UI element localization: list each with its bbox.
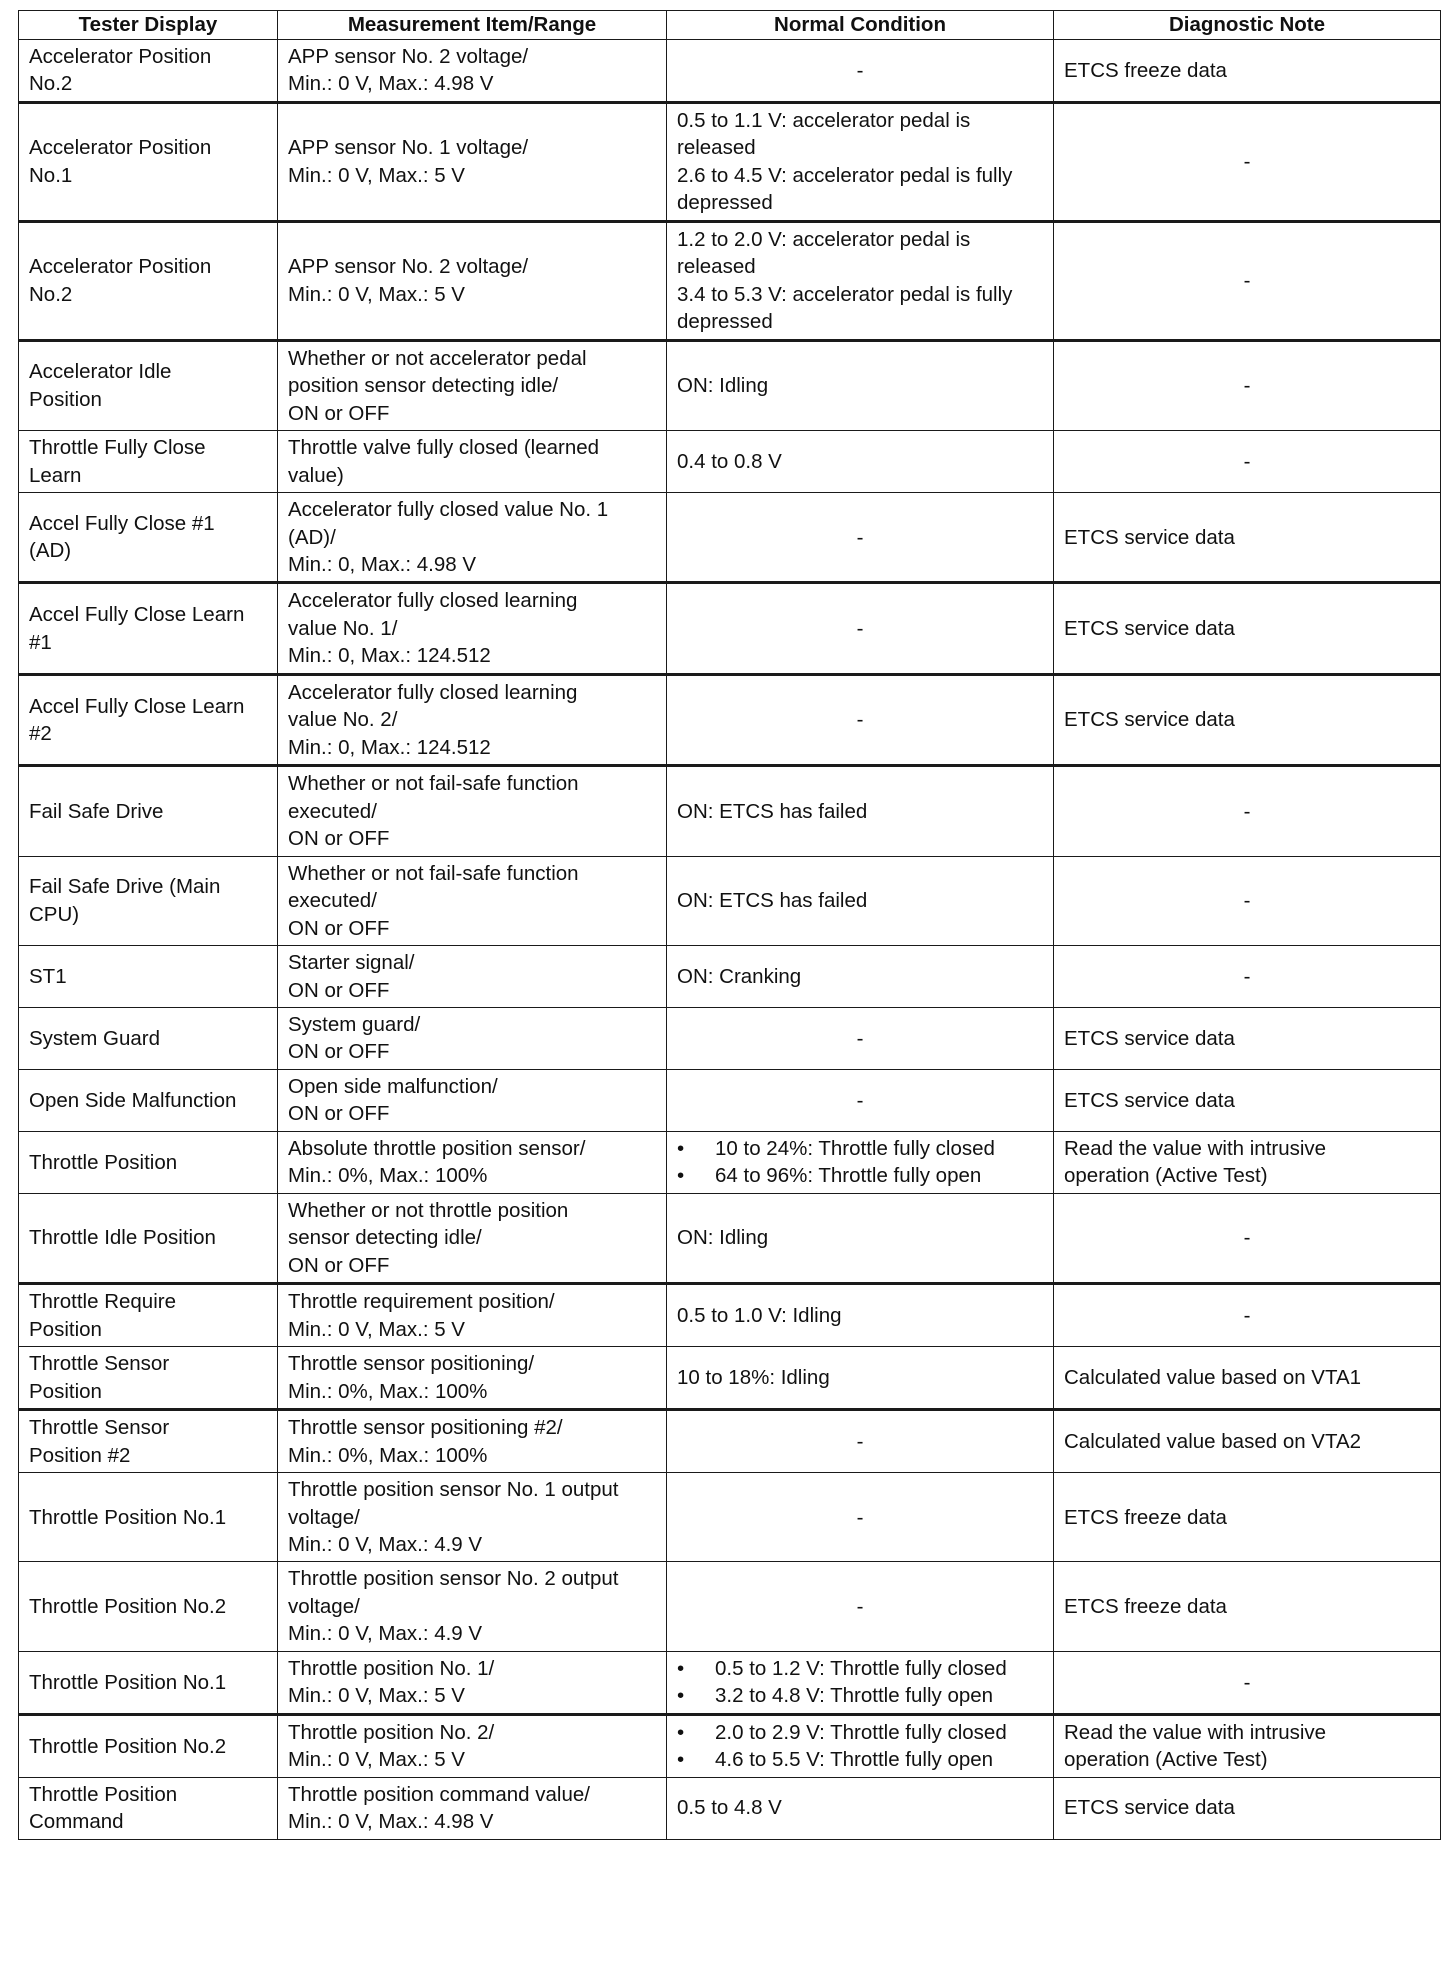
cell-line: (AD) — [29, 539, 72, 563]
cell-line: - — [856, 1505, 864, 1529]
cell-normal-condition — [667, 1473, 1054, 1562]
cell-line: Min.: 0 V, Max.: 4.98 V — [288, 1810, 494, 1834]
cell-line: #1 — [29, 630, 52, 654]
cell-line: Position — [29, 1317, 102, 1341]
table-row — [19, 674, 1441, 765]
cell-line: - — [1243, 374, 1251, 398]
cell-normal-condition — [667, 340, 1054, 430]
cell-line: sensor detecting idle/ — [288, 1226, 482, 1250]
header-row — [19, 11, 1441, 40]
bullet-text: 10 to 24%: Throttle fully closed — [715, 1136, 995, 1160]
cell-line: Min.: 0, Max.: 124.512 — [288, 735, 491, 759]
cell-line: Whether or not accelerator pedal — [288, 346, 587, 370]
cell-measurement-item — [278, 1284, 667, 1347]
cell-tester-display — [19, 1008, 278, 1070]
bullet-item — [677, 1719, 1043, 1746]
cell-line: Throttle Position — [29, 1150, 178, 1174]
cell-line: Throttle Require — [29, 1290, 176, 1314]
cell-line: ON or OFF — [288, 1040, 390, 1064]
cell-line: Throttle Fully Close — [29, 436, 206, 460]
cell-normal-condition — [667, 493, 1054, 583]
cell-line: - — [1243, 269, 1251, 293]
cell-line: Fail Safe Drive (Main — [29, 875, 221, 899]
cell-line: - — [856, 1594, 864, 1618]
cell-line: depressed — [677, 191, 773, 215]
bullet-dot-icon: • — [677, 1684, 685, 1708]
cell-line: Accelerator Position — [29, 45, 212, 68]
cell-line: System guard/ — [288, 1013, 421, 1036]
table-row — [19, 1714, 1441, 1777]
header-diagnostic-note: Diagnostic Note — [1054, 11, 1441, 40]
cell-line: Throttle Position — [29, 1782, 178, 1806]
cell-line: - — [856, 708, 864, 732]
cell-line: Open side malfunction/ — [288, 1074, 498, 1098]
cell-line: ON or OFF — [288, 1253, 390, 1277]
cell-line: ETCS service data — [1064, 1026, 1235, 1050]
cell-line: Throttle Sensor — [29, 1352, 170, 1376]
cell-normal-condition — [667, 1069, 1054, 1131]
cell-line: No.1 — [29, 163, 73, 187]
cell-line: Throttle requirement position/ — [288, 1290, 555, 1314]
bullet-item — [677, 1135, 1043, 1162]
cell-line: 2.6 to 4.5 V: accelerator pedal is fully — [677, 163, 1013, 187]
cell-line: APP sensor No. 2 voltage/ — [288, 255, 529, 279]
cell-line: Throttle valve fully closed (learned — [288, 436, 600, 460]
cell-line: Accelerator Position — [29, 136, 212, 160]
cell-line: ON or OFF — [288, 1102, 390, 1126]
cell-line: Throttle Position No.2 — [29, 1734, 227, 1758]
cell-line: Throttle position No. 2/ — [288, 1720, 495, 1744]
cell-line: 10 to 18%: Idling — [677, 1365, 830, 1389]
cell-line: System Guard — [29, 1026, 161, 1050]
cell-line: 0.5 to 4.8 V — [677, 1796, 782, 1820]
cell-tester-display — [19, 674, 278, 765]
cell-tester-display — [19, 1069, 278, 1131]
cell-normal-condition — [667, 583, 1054, 674]
cell-line: Min.: 0 V, Max.: 5 V — [288, 163, 465, 187]
cell-tester-display — [19, 1193, 278, 1283]
cell-line: Accelerator fully closed value No. 1 — [288, 498, 609, 522]
cell-line: voltage/ — [288, 1594, 360, 1618]
header-tester-display: Tester Display — [19, 11, 278, 40]
cell-line: (AD)/ — [288, 525, 336, 549]
cell-line: Throttle Idle Position — [29, 1226, 216, 1250]
cell-line: Absolute throttle position sensor/ — [288, 1136, 586, 1160]
bullet-dot-icon: • — [677, 1164, 685, 1188]
cell-normal-condition — [667, 1193, 1054, 1283]
cell-line: value No. 1/ — [288, 616, 398, 640]
cell-line: ETCS freeze data — [1064, 1594, 1227, 1618]
cell-measurement-item — [278, 1131, 667, 1193]
cell-line: Whether or not throttle position — [288, 1198, 569, 1222]
cell-line: operation (Active Test) — [1064, 1748, 1268, 1772]
cell-line: Throttle position sensor No. 2 output — [288, 1567, 619, 1591]
cell-line: Throttle sensor positioning/ — [288, 1352, 535, 1376]
table-row — [19, 40, 1441, 103]
cell-tester-display — [19, 583, 278, 674]
cell-tester-display — [19, 431, 278, 493]
cell-line: Min.: 0 V, Max.: 5 V — [288, 282, 465, 306]
cell-line: released — [677, 255, 756, 279]
cell-line: ON or OFF — [288, 978, 390, 1002]
cell-line: CPU) — [29, 902, 80, 926]
cell-tester-display — [19, 102, 278, 221]
cell-normal-condition — [667, 102, 1054, 221]
cell-normal-condition — [667, 1284, 1054, 1347]
cell-line: Read the value with intrusive — [1064, 1136, 1327, 1160]
cell-line: Min.: 0 V, Max.: 5 V — [288, 1748, 465, 1772]
cell-tester-display — [19, 493, 278, 583]
cell-line: No.2 — [29, 72, 73, 96]
cell-measurement-item — [278, 1714, 667, 1777]
cell-line: ETCS service data — [1064, 525, 1235, 549]
cell-diagnostic-note — [1054, 674, 1441, 765]
cell-line: - — [856, 525, 864, 549]
cell-diagnostic-note — [1054, 431, 1441, 493]
cell-diagnostic-note — [1054, 856, 1441, 945]
cell-line: Throttle position No. 1/ — [288, 1656, 495, 1680]
cell-measurement-item — [278, 221, 667, 340]
cell-line: Throttle position sensor No. 1 output — [288, 1478, 619, 1502]
cell-line: 0.5 to 1.0 V: Idling — [677, 1303, 842, 1327]
cell-line: Min.: 0%, Max.: 100% — [288, 1164, 488, 1188]
header-measurement-item: Measurement Item/Range — [278, 11, 667, 40]
cell-line: released — [677, 136, 756, 160]
cell-line: ST1 — [29, 964, 67, 988]
cell-line: No.2 — [29, 282, 73, 306]
cell-diagnostic-note — [1054, 1651, 1441, 1714]
cell-line: Min.: 0%, Max.: 100% — [288, 1443, 488, 1467]
table-row — [19, 1193, 1441, 1283]
cell-tester-display — [19, 1651, 278, 1714]
table-row — [19, 1410, 1441, 1473]
cell-line: Learn — [29, 463, 82, 487]
cell-measurement-item — [278, 1008, 667, 1070]
cell-diagnostic-note — [1054, 1008, 1441, 1070]
cell-line: Position #2 — [29, 1443, 131, 1467]
table-row — [19, 221, 1441, 340]
cell-measurement-item — [278, 674, 667, 765]
cell-line: Whether or not fail-safe function — [288, 861, 579, 885]
bullet-dot-icon: • — [677, 1136, 685, 1160]
cell-normal-condition — [667, 1131, 1054, 1193]
cell-line: - — [1243, 964, 1251, 988]
cell-line: Min.: 0 V, Max.: 5 V — [288, 1317, 465, 1341]
cell-line: Calculated value based on VTA2 — [1064, 1429, 1362, 1453]
table-row — [19, 1651, 1441, 1714]
cell-line: - — [1243, 1670, 1251, 1694]
cell-measurement-item — [278, 493, 667, 583]
cell-line: Accelerator Idle — [29, 360, 172, 384]
cell-line: #2 — [29, 722, 52, 746]
cell-measurement-item — [278, 856, 667, 945]
cell-normal-condition — [667, 1714, 1054, 1777]
bullet-dot-icon: • — [677, 1720, 685, 1744]
cell-line: 1.2 to 2.0 V: accelerator pedal is — [677, 227, 971, 251]
cell-tester-display — [19, 766, 278, 856]
cell-line: - — [1243, 449, 1251, 473]
cell-line: - — [1243, 150, 1251, 174]
cell-line: Accelerator Position — [29, 255, 212, 279]
table-row — [19, 1347, 1441, 1410]
table-row — [19, 946, 1441, 1008]
cell-diagnostic-note — [1054, 1347, 1441, 1410]
cell-line: Accelerator fully closed learning — [288, 680, 578, 704]
cell-line: Throttle Position No.1 — [29, 1670, 227, 1694]
cell-line: ON: ETCS has failed — [677, 799, 868, 823]
bullet-text: 64 to 96%: Throttle fully open — [715, 1164, 982, 1188]
cell-line: Throttle sensor positioning #2/ — [288, 1416, 563, 1440]
bullet-item — [677, 1655, 1043, 1682]
cell-diagnostic-note — [1054, 583, 1441, 674]
cell-line: - — [856, 1088, 864, 1112]
cell-diagnostic-note — [1054, 1714, 1441, 1777]
table-row — [19, 1562, 1441, 1651]
cell-normal-condition — [667, 856, 1054, 945]
cell-tester-display — [19, 340, 278, 430]
cell-measurement-item — [278, 1410, 667, 1473]
table-body — [19, 40, 1441, 1840]
cell-measurement-item — [278, 340, 667, 430]
cell-line: Min.: 0, Max.: 4.98 V — [288, 552, 476, 576]
cell-diagnostic-note — [1054, 1562, 1441, 1651]
bullet-text: 2.0 to 2.9 V: Throttle fully closed — [715, 1720, 1007, 1744]
bullet-text: 4.6 to 5.5 V: Throttle fully open — [715, 1748, 994, 1772]
cell-line: depressed — [677, 310, 773, 334]
cell-line: 3.4 to 5.3 V: accelerator pedal is fully — [677, 282, 1013, 306]
cell-line: APP sensor No. 2 voltage/ — [288, 45, 529, 68]
table-row — [19, 1131, 1441, 1193]
bullet-text: 0.5 to 1.2 V: Throttle fully closed — [715, 1656, 1007, 1680]
cell-line: value No. 2/ — [288, 708, 398, 732]
table-row — [19, 583, 1441, 674]
cell-line: ON: ETCS has failed — [677, 889, 868, 913]
cell-line: Fail Safe Drive — [29, 799, 164, 823]
cell-line: Accel Fully Close Learn — [29, 603, 245, 627]
cell-line: Min.: 0, Max.: 124.512 — [288, 644, 491, 668]
cell-tester-display — [19, 1347, 278, 1410]
cell-diagnostic-note — [1054, 493, 1441, 583]
cell-line: Position — [29, 1379, 102, 1403]
cell-normal-condition — [667, 766, 1054, 856]
table-row — [19, 340, 1441, 430]
cell-line: Open Side Malfunction — [29, 1088, 237, 1112]
cell-tester-display — [19, 1284, 278, 1347]
cell-tester-display — [19, 1410, 278, 1473]
cell-normal-condition — [667, 221, 1054, 340]
cell-line: ETCS service data — [1064, 1796, 1235, 1820]
cell-line: 0.4 to 0.8 V — [677, 449, 782, 473]
cell-diagnostic-note — [1054, 1193, 1441, 1283]
table-row — [19, 1069, 1441, 1131]
cell-measurement-item — [278, 1473, 667, 1562]
cell-measurement-item — [278, 1347, 667, 1410]
cell-line: Read the value with intrusive — [1064, 1720, 1327, 1744]
cell-normal-condition — [667, 1651, 1054, 1714]
cell-line: ON or OFF — [288, 827, 390, 851]
table-row — [19, 766, 1441, 856]
cell-measurement-item — [278, 102, 667, 221]
cell-line: - — [1243, 1226, 1251, 1250]
cell-line: ON: Idling — [677, 1226, 769, 1250]
cell-normal-condition — [667, 1008, 1054, 1070]
cell-tester-display — [19, 946, 278, 1008]
cell-tester-display — [19, 1777, 278, 1839]
cell-tester-display — [19, 1473, 278, 1562]
cell-line: ETCS service data — [1064, 1088, 1235, 1112]
cell-line: Accelerator fully closed learning — [288, 589, 578, 613]
cell-measurement-item — [278, 766, 667, 856]
cell-normal-condition — [667, 1410, 1054, 1473]
table-row — [19, 856, 1441, 945]
cell-measurement-item — [278, 1777, 667, 1839]
cell-line: ETCS freeze data — [1064, 58, 1227, 82]
bullet-dot-icon: • — [677, 1748, 685, 1772]
cell-line: position sensor detecting idle/ — [288, 374, 559, 398]
cell-measurement-item — [278, 1562, 667, 1651]
bullet-item — [677, 1746, 1043, 1773]
cell-diagnostic-note — [1054, 766, 1441, 856]
cell-diagnostic-note — [1054, 946, 1441, 1008]
cell-tester-display — [19, 856, 278, 945]
bullet-item — [677, 1162, 1043, 1189]
cell-measurement-item — [278, 583, 667, 674]
cell-line: ETCS service data — [1064, 616, 1235, 640]
cell-diagnostic-note — [1054, 1473, 1441, 1562]
cell-diagnostic-note — [1054, 340, 1441, 430]
cell-tester-display — [19, 1714, 278, 1777]
data-list-sheet — [18, 10, 1440, 1840]
cell-line: ON or OFF — [288, 916, 390, 940]
cell-diagnostic-note — [1054, 1410, 1441, 1473]
cell-line: executed/ — [288, 889, 377, 913]
cell-normal-condition — [667, 1777, 1054, 1839]
table-row — [19, 1284, 1441, 1347]
cell-line: - — [856, 1026, 864, 1050]
cell-line: Whether or not fail-safe function — [288, 772, 579, 796]
cell-line: ON or OFF — [288, 401, 390, 425]
cell-line: Throttle Position No.2 — [29, 1594, 227, 1618]
table-row — [19, 1008, 1441, 1070]
cell-line: executed/ — [288, 799, 377, 823]
cell-diagnostic-note — [1054, 1284, 1441, 1347]
cell-line: Calculated value based on VTA1 — [1064, 1365, 1362, 1389]
cell-line: - — [1243, 1303, 1251, 1327]
cell-normal-condition — [667, 1562, 1054, 1651]
cell-diagnostic-note — [1054, 40, 1441, 103]
cell-line: - — [856, 616, 864, 640]
cell-line: voltage/ — [288, 1505, 360, 1529]
cell-tester-display — [19, 40, 278, 103]
cell-line: Accel Fully Close Learn — [29, 694, 245, 718]
table-row — [19, 1473, 1441, 1562]
cell-line: - — [1243, 799, 1251, 823]
table-row — [19, 431, 1441, 493]
bullet-text: 3.2 to 4.8 V: Throttle fully open — [715, 1684, 994, 1708]
cell-normal-condition — [667, 1347, 1054, 1410]
cell-normal-condition — [667, 431, 1054, 493]
cell-line: ETCS service data — [1064, 708, 1235, 732]
cell-line: Min.: 0 V, Max.: 4.9 V — [288, 1532, 483, 1556]
table-row — [19, 1777, 1441, 1839]
cell-diagnostic-note — [1054, 1131, 1441, 1193]
cell-line: - — [856, 58, 864, 82]
cell-line: operation (Active Test) — [1064, 1164, 1268, 1188]
header-normal-condition: Normal Condition — [667, 11, 1054, 40]
cell-line: ON: Idling — [677, 374, 769, 398]
cell-line: Min.: 0 V, Max.: 5 V — [288, 1684, 465, 1708]
cell-diagnostic-note — [1054, 1777, 1441, 1839]
cell-measurement-item — [278, 431, 667, 493]
cell-tester-display — [19, 221, 278, 340]
cell-measurement-item — [278, 1193, 667, 1283]
cell-line: Min.: 0%, Max.: 100% — [288, 1379, 488, 1403]
table-row — [19, 102, 1441, 221]
cell-diagnostic-note — [1054, 102, 1441, 221]
cell-line: Throttle Position No.1 — [29, 1505, 227, 1529]
bullet-dot-icon: • — [677, 1656, 685, 1680]
cell-line: Min.: 0 V, Max.: 4.98 V — [288, 72, 494, 96]
cell-normal-condition — [667, 946, 1054, 1008]
cell-line: value) — [288, 463, 344, 487]
cell-normal-condition — [667, 40, 1054, 103]
cell-measurement-item — [278, 1651, 667, 1714]
cell-line: Throttle position command value/ — [288, 1782, 590, 1806]
bullet-item — [677, 1682, 1043, 1709]
cell-measurement-item — [278, 1069, 667, 1131]
cell-tester-display — [19, 1131, 278, 1193]
cell-line: Min.: 0 V, Max.: 4.9 V — [288, 1622, 483, 1646]
cell-measurement-item — [278, 40, 667, 103]
cell-line: Position — [29, 387, 102, 411]
cell-line: - — [1243, 889, 1251, 913]
cell-line: APP sensor No. 1 voltage/ — [288, 136, 529, 160]
cell-diagnostic-note — [1054, 1069, 1441, 1131]
cell-line: Accel Fully Close #1 — [29, 511, 215, 535]
cell-tester-display — [19, 1562, 278, 1651]
cell-line: Command — [29, 1810, 124, 1834]
cell-line: Starter signal/ — [288, 951, 415, 975]
data-list-table — [18, 10, 1441, 1840]
cell-measurement-item — [278, 946, 667, 1008]
cell-line: Throttle Sensor — [29, 1416, 170, 1440]
table-row — [19, 493, 1441, 583]
cell-line: ON: Cranking — [677, 964, 802, 988]
cell-diagnostic-note — [1054, 221, 1441, 340]
cell-line: - — [856, 1429, 864, 1453]
cell-normal-condition — [667, 674, 1054, 765]
cell-line: ETCS freeze data — [1064, 1505, 1227, 1529]
cell-line: 0.5 to 1.1 V: accelerator pedal is — [677, 108, 971, 132]
